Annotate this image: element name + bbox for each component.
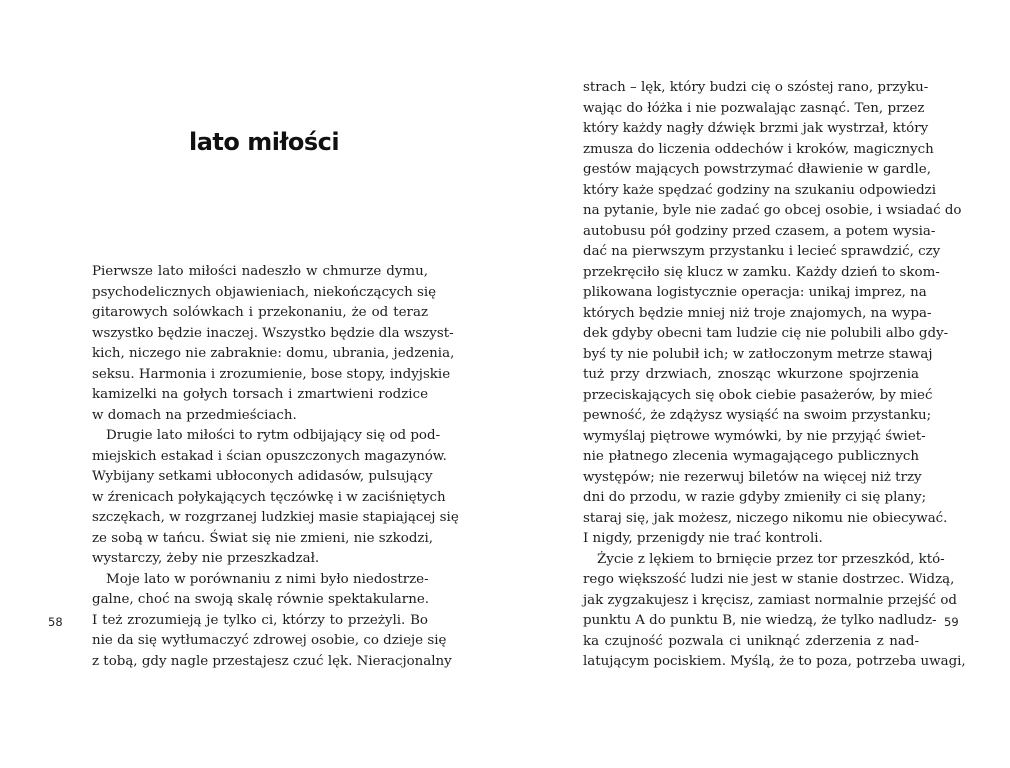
text-line: strach – lęk, który budzi cię o szóstej rano, przyku- [583,80,929,95]
text-line: jak zygzakujesz i kręcisz, zamiast normalnie przejść od [583,592,957,608]
text-line: miejskich estakad i ścian opuszczonych magazynów. [92,448,447,464]
text-line: dać na pierwszym przystanku i lecieć sprawdzić, czy [583,244,941,259]
text-line: Drugie lato miłości to rytm odbijający się od pod- [106,428,441,443]
text-line: szczękach, w rozgrzanej ludzkiej masie stapiającej się [92,510,459,525]
text-line: który każe spędzać godziny na szukaniu odpowiedzi [583,182,936,198]
text-line: rego większość ludzi nie jest w stanie dostrzec. Widzą, [583,572,955,587]
text-line: Pierwsze lato miłości nadeszło w chmurze dymu, [92,264,428,279]
text-line: wszystko będzie inaczej. Wszystko będzie dla wszyst- [92,325,454,341]
text-line: plikowana logistycznie operacja: unikaj imprez, na [583,285,927,300]
left-page-body [92,262,459,672]
text-line: Moje lato w porównaniu z nimi było niedostrze- [106,571,429,587]
text-line: byś ty nie polubił ich; w zatłoczonym metrze stawaj [583,346,933,362]
text-line: I też zrozumieją je tylko ci, którzy to przeżyli. Bo [92,612,428,628]
text-line: wystarczy, żeby nie przeszkadzał. [92,551,320,566]
text-line: ze sobą w tańcu. Świat się nie zmieni, nie szkodzi, [92,530,434,546]
text-line: w domach na przedmieściach. [92,407,297,423]
text-line: nie płatnego zlecenia wymagającego publicznych [583,449,919,464]
text-line: dek gdyby obecni tam ludzie cię nie polubili albo gdy- [583,326,949,341]
text-line: wymyślaj piętrowe wymówki, by nie przyjąć świet- [583,428,926,444]
text-line: psychodelicznych objawieniach, niekończących się [92,284,437,300]
text-line: punktu A do punktu B, nie wiedzą, że tylko nadludz- [583,613,937,628]
text-line: gestów mających powstrzymać dławienie w gardle, [583,162,931,177]
text-line: Życie z lękiem to brnięcie przez tor przeszkód, któ- [597,551,945,567]
text-line: I nigdy, przenigdy nie trać kontroli. [583,531,823,546]
text-line: na pytanie, byle nie zadać go obcej osobie, i wsiadać do [583,203,962,218]
text-line: gitarowych solówkach i przekonaniu, że od teraz [92,305,428,320]
text-line: z tobą, gdy nagle przestajesz czuć lęk. Nieracjonalny [92,653,452,669]
text-line: latującym pociskiem. Myślą, że to poza, potrzeba uwagi, [583,654,966,669]
left-page-number: 58 [48,615,63,629]
text-line: ka czujność pozwala ci uniknąć zderzenia z nad- [583,633,919,649]
text-line: nie da się wytłumaczyć zdrowej osobie, co dzieje się [92,633,447,648]
text-line: kich, niczego nie zabraknie: domu, ubrania, jedzenia, [92,346,455,361]
text-line: występów; nie rezerwuj biletów na więcej niż trzy [583,469,922,485]
text-line: przeciskających się obok ciebie pasażerów, by mieć [583,387,933,403]
text-line: galne, choć na swoją skalę równie spektakularne. [92,592,429,607]
text-line: Wybijany setkami ubłoconych adidasów, pulsujący [92,469,433,484]
text-line: autobusu pół godziny przed czasem, a potem wysia- [583,223,936,239]
text-line: których będzie mniej niż troje znajomych, na wypa- [583,305,932,321]
text-line: seksu. Harmonia i zrozumienie, bose stopy, indyjskie [92,366,451,382]
text-line: dni do przodu, w razie gdyby zmieniły ci się plany; [583,490,927,505]
text-line: tuż przy drzwiach, znosząc wkurzone spojrzenia [583,367,919,382]
text-line: przekręciło się klucz w zamku. Każdy dzień to skom- [583,264,940,280]
chapter-title: lato miłości [189,128,340,156]
text-line: kamizelki na gołych torsach i zmartwieni rodzice [92,387,428,402]
text-line: który każdy nagły dźwięk brzmi jak wystrzał, który [583,121,929,136]
text-line: zmusza do liczenia oddechów i kroków, magicznych [583,141,934,157]
right-page-number: 59 [944,615,959,629]
text-line: pewność, że zdążysz wysiąść na swoim przystanku; [583,408,932,423]
text-line: w źrenicach połykających tęczówkę i w zaciśniętych [92,489,446,505]
text-line: wając do łóżka i nie pozwalając zasnąć. Ten, przez [583,100,925,116]
text-line: staraj się, jak możesz, niczego nikomu nie obiecywać. [583,510,948,526]
